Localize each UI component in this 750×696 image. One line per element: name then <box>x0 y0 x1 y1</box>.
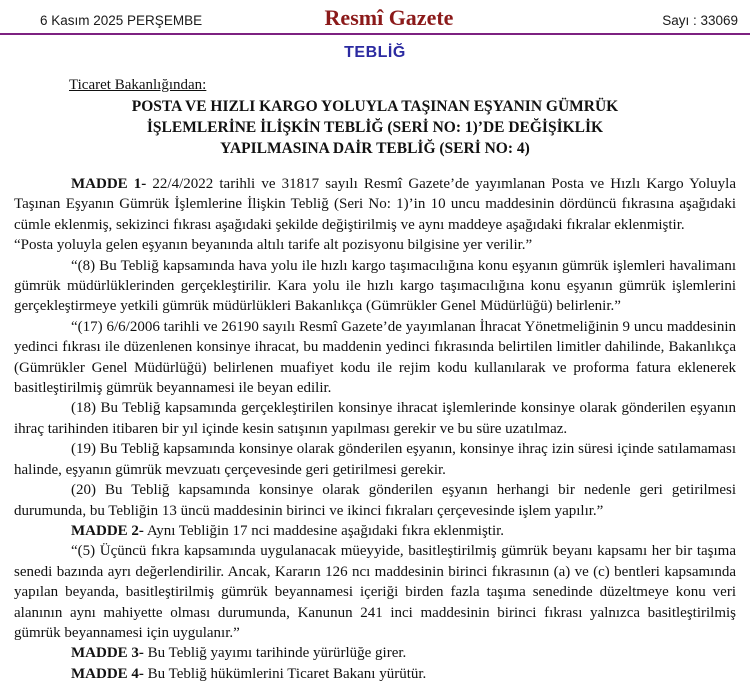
issuing-authority: Ticaret Bakanlığından: <box>69 77 207 93</box>
paragraph-madde-1 <box>14 174 736 235</box>
paragraph-text: “(8) Bu Tebliğ kapsamında hava yolu ile hızlı kargo taşımacılığına konu eşyanın gümrük işlemleri havalimanı gümrük müdürlüklerinden gerçekleştirilir. Kara yolu ile hızlı kargo taşımacılığına konu eşyanın gümrük işlemlerini gerçekleştirmeye yetkili gümrük müdürlükleri Bakanlıkça (Gümrükler Genel Müdürlüğü) belirlenir.” <box>14 257 736 315</box>
document-title-line-3: YAPILMASINA DAİR TEBLİĞ (SERİ NO: 4) <box>220 140 530 157</box>
madde-2-label: MADDE 2- <box>71 522 144 539</box>
articles-text <box>14 174 736 684</box>
paragraph-quoted-sentence <box>14 235 736 255</box>
paragraph-text: “(17) 6/6/2006 tarihli ve 26190 sayılı Resmî Gazete’de yayımlanan İhracat Yönetmeliğinin 9 uncu maddesinin yedinci fıkrası ile düzenlenen konsinye ihracat, bu maddenin yedinci fıkrasında belirtilen limitler dahilinde, Bakanlıkça (Gümrükler Genel Müdürlüğü) belirlenen muafiyet kodu ile rejim kodu kullanılarak ve proforma fatura eklenerek basitleştirilmiş gümrük beyannamesi ile beyan edilir. <box>14 318 736 397</box>
paragraph-text: Bu Tebliğ yayımı tarihinde yürürlüğe girer. <box>143 645 407 662</box>
document-body <box>0 77 750 684</box>
masthead <box>0 0 750 31</box>
header-divider-rule <box>0 33 750 35</box>
madde-3-label: MADDE 3- <box>71 645 144 662</box>
paragraph-text: Aynı Tebliğin 17 nci maddesine aşağıdaki fıkra eklenmiştir. <box>143 522 505 539</box>
paragraph-fikra-5 <box>14 541 736 643</box>
document-title-line-1: POSTA VE HIZLI KARGO YOLUYLA TAŞINAN EŞYANIN GÜMRÜK <box>131 98 619 115</box>
document-title-line-2: İŞLEMLERİNE İLİŞKİN TEBLİĞ (SERİ NO: 1)’DE DEĞİŞİKLİK <box>146 119 604 136</box>
paragraph-fikra-18 <box>14 398 736 439</box>
paragraph-text: “Posta yoluyla gelen eşyanın beyanında altılı tarife alt pozisyonu bilgisine yer verilir.” <box>14 237 533 254</box>
document-title <box>14 96 736 159</box>
paragraph-fikra-17 <box>14 317 736 399</box>
paragraph-text: Bu Tebliğ hükümlerini Ticaret Bakanı yürütür. <box>143 665 427 682</box>
paragraph-madde-4 <box>14 664 736 684</box>
madde-4-label: MADDE 4- <box>71 665 144 682</box>
paragraph-text: 22/4/2022 tarihli ve 31817 sayılı Resmî Gazete’de yayımlanan Posta ve Hızlı Kargo Yoluyla Taşınan Eşyanın Gümrük İşlemlerine İlişkin Tebliğ (Seri No: 1)’in 10 uncu maddesinin dördüncü fıkrasına aşağıdaki cümle eklenmiş, sekizinci fıkrası aşağıdaki şekilde değiştirilmiş ve aynı maddeye aşağıdaki fıkralar eklenmiştir. <box>14 176 737 233</box>
paragraph-text: “(5) Üçüncü fıkra kapsamında uygulanacak müeyyide, basitleştirilmiş gümrük beyanı kapsamı her bir taşıma senedi bazında ayrı değerlendirilir. Ancak, Kararın 126 ncı maddesinin birinci fıkrasının (a) ve (c) bentleri kapsamında yapılan beyanda, basitleştirilmiş gümrük beyannamesi içeriği birden fazla taşıma senedinde düzeltmeye konu veri alanının aynı mahiyette olması durumunda, Kanunun 241 inci maddesinin birinci fıkrası yalnızca basitleştirilmiş gümrük beyannamesi için uygulanır.” <box>14 543 736 641</box>
paragraph-madde-3 <box>14 643 736 663</box>
paragraph-fikra-19 <box>14 439 736 480</box>
paragraph-text: (20) Bu Tebliğ kapsamında konsinye olarak gönderilen eşyanın herhangi bir nedenle geri getirilmesi durumunda, bu Tebliğin 13 üncü maddesinin birinci ve ikinci fıkraları çerçevesinde işlem yapılır.” <box>14 482 736 519</box>
paragraph-fikra-20 <box>14 480 736 521</box>
paragraph-text: (18) Bu Tebliğ kapsamında gerçekleştirilen konsinye ihracat işlemlerinde konsinye olarak gönderilen eşyanın ihraç tarihinden itibaren bir yıl içinde kesin satışının yapılması gerekir ve bu süre uzatılmaz. <box>14 400 736 437</box>
section-heading-teblig: TEBLİĞ <box>344 44 406 61</box>
gazette-issue-number: Sayı : 33069 <box>662 13 738 28</box>
paragraph-madde-2 <box>14 521 736 541</box>
paragraph-text: (19) Bu Tebliğ kapsamında konsinye olarak gönderilen eşyanın, konsinye ihraç izin süresi içinde satılamaması halinde, eşyanın gümrük mevzuatı çerçevesinde geri getirilmesi gerekir. <box>14 441 736 478</box>
gazette-title: Resmî Gazete <box>324 5 454 30</box>
gazette-date: 6 Kasım 2025 PERŞEMBE <box>40 13 203 28</box>
paragraph-fikra-8 <box>14 256 736 317</box>
madde-1-label: MADDE 1- <box>71 176 147 192</box>
